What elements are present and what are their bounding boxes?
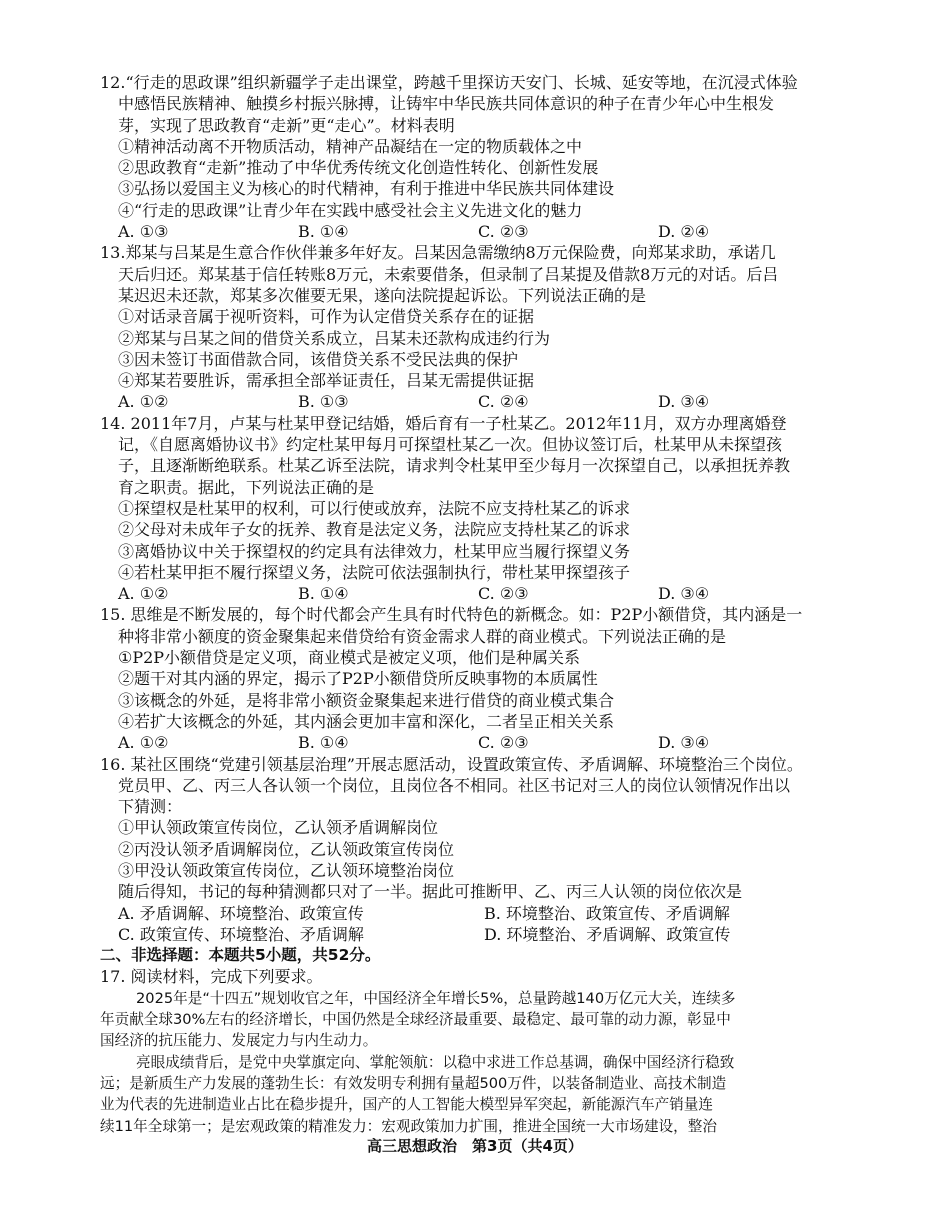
option-statement: ②郑某与吕某之间的借贷关系成立，吕某未还款构成违约行为 [118, 328, 551, 348]
choice-a: A. 矛盾调解、环境整治、政策宣传 [118, 903, 364, 923]
choice-b: B. ①④ [298, 584, 349, 604]
question-stem-line: 天后归还。郑某基于信任转账8万元，未索要借条，但录制了吕某提及借款8万元的对话。后吕 [118, 264, 779, 284]
choice-a: A. ①② [118, 392, 169, 412]
section-title: 二、非选择题：本题共5小题，共52分。 [100, 946, 381, 965]
option-statement: ①对话录音属于视听资料，可作为认定借贷关系存在的证据 [118, 307, 535, 327]
choice-d: D. ②④ [658, 222, 710, 242]
exam-page [100, 72, 850, 1137]
question-17 [100, 966, 850, 1136]
question-stem-line: 芽，实现了思政教育“走新”更“走心”。材料表明 [118, 115, 455, 135]
question-stem-line: 15. 思维是不断发展的，每个时代都会产生具有时代特色的新概念。如：P2P小额借贷，其内涵是一 [100, 605, 803, 625]
material-line: 亮眼成绩背后，是党中央掌旗定向、掌舵领航：以稳中求进工作总基调，确保中国经济行稳致 [136, 1053, 735, 1071]
question-stem-line: 育之职责。据此，下列说法正确的是 [118, 477, 375, 497]
choice-b: B. ①④ [298, 733, 349, 753]
option-statement: ②父母对未成年子女的抚养、教育是法定义务，法院应支持杜某乙的诉求 [118, 520, 631, 540]
option-statement: ④“行走的思政课”让青少年在实践中感受社会主义先进文化的魅力 [118, 200, 583, 220]
question-stem-line: 13.郑某与吕某是生意合作伙伴兼多年好友。吕某因急需缴纳8万元保险费，向郑某求助，承诺几 [100, 243, 776, 263]
question-stem-line: 党员甲、乙、丙三人各认领一个岗位，且岗位各不相同。社区书记对三人的岗位认领情况作出以 [118, 775, 791, 795]
choice-b: B. ①③ [298, 392, 349, 412]
option-statement: ③甲没认领政策宣传岗位，乙认领环境整治岗位 [118, 860, 455, 880]
question-stem-line: 下猜测： [118, 797, 183, 817]
answer-choices [100, 732, 850, 753]
question-stem-line: 记，《自愿离婚协议书》约定杜某甲每月可探望杜某乙一次。但协议签订后，杜某甲从未探望孩 [118, 435, 783, 455]
answer-choices [100, 903, 850, 924]
option-statement: ③离婚协议中关于探望权的约定具有法律效力，杜某甲应当履行探望义务 [118, 541, 631, 561]
question-stem-line: 14. 2011年7月，卢某与杜某甲登记结婚，婚后育有一子杜某乙。2012年11月，双方办理离婚登 [100, 413, 787, 433]
option-statement: ③弘扬以爱国主义为核心的时代精神，有利于推进中华民族共同体建设 [118, 179, 615, 199]
choice-c: C. ②③ [478, 584, 529, 604]
choice-c: C. ②③ [478, 733, 529, 753]
choice-d: D. 环境整治、矛盾调解、政策宣传 [484, 924, 731, 944]
question-follow-up: 随后得知，书记的每种猜测都只对了一半。据此可推断甲、乙、丙三人认领的岗位依次是 [118, 882, 743, 902]
question-stem-line: 16. 某社区围绕“党建引领基层治理”开展志愿活动，设置政策宣传、矛盾调解、环境整治三个岗位。 [100, 754, 803, 774]
option-statement: ③因未签订书面借款合同，该借贷关系不受民法典的保护 [118, 349, 519, 369]
option-statement: ④若杜某甲拒不履行探望义务，法院可依法强制执行，带杜某甲探望孩子 [118, 562, 631, 582]
choice-c: C. ②③ [478, 222, 529, 242]
question-stem-line: 某迟迟未还款，郑某多次催要无果，遂向法院提起诉讼。下列说法正确的是 [118, 285, 647, 305]
choice-d: D. ③④ [658, 584, 710, 604]
option-statement: ②思政教育“走新”推动了中华优秀传统文化创造性转化、创新性发展 [118, 158, 599, 178]
question-16 [100, 754, 850, 946]
question-12 [100, 72, 850, 242]
question-stem-line: 种将非常小额度的资金聚集起来借贷给有资金需求人群的商业模式。下列说法正确的是 [118, 626, 727, 646]
choice-c: C. 政策宣传、环境整治、矛盾调解 [118, 924, 364, 944]
question-14 [100, 413, 850, 605]
option-statement: ①精神活动离不开物质活动，精神产品凝结在一定的物质载体之中 [118, 136, 583, 156]
page-footer: 高三思想政治 第3页（共4页） [367, 1137, 583, 1155]
material-line: 年贡献全球30%左右的经济增长，中国仍然是全球经济最重要、最稳定、最可靠的动力源，彰显中 [100, 1011, 731, 1029]
option-statement: ①甲认领政策宣传岗位，乙认领矛盾调解岗位 [118, 818, 439, 838]
choice-a: A. ①② [118, 733, 169, 753]
option-statement: ④若扩大该概念的外延，其内涵会更加丰富和深化，二者呈正相关关系 [118, 711, 615, 731]
choice-d: D. ③④ [658, 733, 710, 753]
material-line: 远；是新质生产力发展的蓬勃生长：有效发明专利拥有量超500万件，以装备制造业、高技术制造 [100, 1074, 727, 1092]
option-statement: ①探望权是杜某甲的权利，可以行使或放弃，法院不应支持杜某乙的诉求 [118, 498, 631, 518]
material-line: 业为代表的先进制造业占比在稳步提升，国产的人工智能大模型异军突起，新能源汽车产销量连 [100, 1096, 713, 1114]
answer-choices [100, 221, 850, 242]
choice-a: A. ①② [118, 584, 169, 604]
choice-c: C. ②④ [478, 392, 529, 412]
material-line: 2025年是“十四五”规划收官之年，中国经济全年增长5%，总量跨越140万亿元大关，连续多 [136, 989, 736, 1007]
question-stem-line: 子，且逐渐断绝联系。杜某乙诉至法院，请求判令杜某甲至少每月一次探望自己，以承担抚养教 [118, 456, 791, 476]
question-heading: 17. 阅读材料，完成下列要求。 [100, 967, 323, 987]
question-stem-line: 中感悟民族精神、触摸乡村振兴脉搏，让铸牢中华民族共同体意识的种子在青少年心中生根发 [118, 94, 775, 114]
choice-b: B. ①④ [298, 222, 349, 242]
choice-a: A. ①③ [118, 222, 169, 242]
material-line: 国经济的抗压能力、发展定力与内生动力。 [100, 1032, 378, 1050]
option-statement: ②丙没认领矛盾调解岗位，乙认领政策宣传岗位 [118, 839, 455, 859]
material-line: 续11年全球第一；是宏观政策的精准发力：宏观政策加力扩围，推进全国统一大市场建设，整治 [100, 1117, 717, 1135]
answer-choices [100, 583, 850, 604]
question-stem-line: 12.“行走的思政课”组织新疆学子走出课堂，跨越千里探访天安门、长城、延安等地，在沉浸式体验 [100, 73, 798, 92]
choice-b: B. 环境整治、政策宣传、矛盾调解 [484, 903, 730, 923]
question-15 [100, 604, 850, 753]
question-13 [100, 242, 850, 412]
answer-choices [100, 391, 850, 412]
option-statement: ④郑某若要胜诉，需承担全部举证责任，吕某无需提供证据 [118, 371, 535, 391]
option-statement: ③该概念的外延，是将非常小额资金聚集起来进行借贷的商业模式集合 [118, 690, 615, 710]
option-statement: ①P2P小额借贷是定义项，商业模式是被定义项，他们是种属关系 [118, 648, 581, 668]
choice-d: D. ③④ [658, 392, 710, 412]
answer-choices [100, 924, 850, 945]
option-statement: ②题干对其内涵的界定，揭示了P2P小额借贷所反映事物的本质属性 [118, 669, 598, 689]
